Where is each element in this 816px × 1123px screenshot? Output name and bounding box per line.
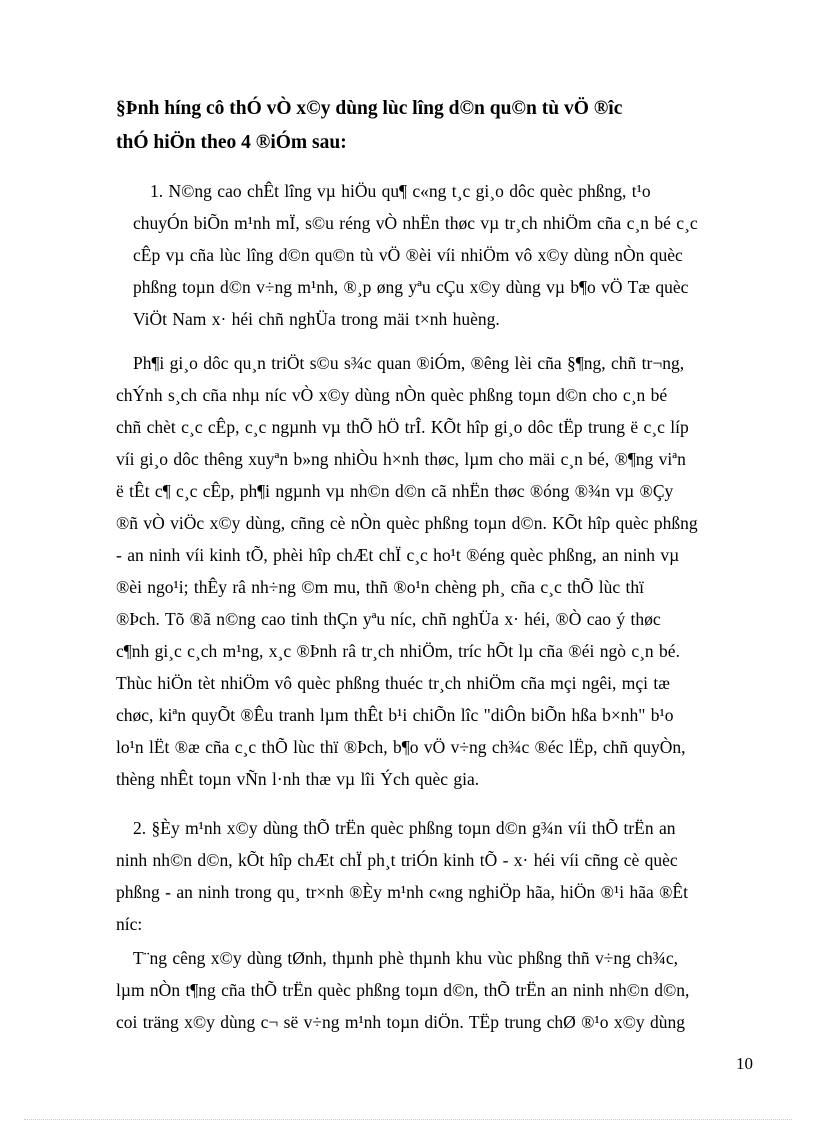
paragraph-line: phßng - an ninh trong qu¸ tr×nh ®Èy m¹nh c«ng nghiÖp hãa, hiÖn ®¹i hãa ®Êt	[116, 882, 688, 902]
paragraph-line: T¨ng cêng x©y dùng tØnh, thµnh phè thµnh khu vùc phßng thñ v÷ng ch¾c,	[133, 948, 679, 968]
paragraph-line: coi träng x©y dùng c¬ së v÷ng m¹nh toµn diÖn. TËp trung chØ ®¹o x©y dùng	[116, 1012, 686, 1032]
paragraph-line: c¶nh gi¸c c¸ch m¹ng, x¸c ®Þnh râ tr¸ch nhiÖm, tríc hÕt lµ cña ®éi ngò c¸n bé.	[116, 641, 680, 661]
paragraph-line: ë tÊt c¶ c¸c cÊp, ph¶i ngµnh vµ nh©n d©n cã nhËn thøc ®óng ®¾n vµ ®Çy	[116, 481, 674, 501]
paragraph-line: thèng nhÊt toµn vÑn l·nh thæ vµ lîi Ých quèc gia.	[116, 769, 480, 789]
paragraph-line: 2. §Èy m¹nh x©y dùng thÕ trËn quèc phßng toµn d©n g¾n víi thÕ trËn an	[133, 818, 676, 838]
paragraph-line: lµm nÒn t¶ng cña thÕ trËn quèc phßng toµn d©n, thÕ trËn an ninh nh©n d©n,	[116, 980, 690, 1000]
paragraph-line: Ph¶i gi¸o dôc qu¸n triÖt s©u s¾c quan ®iÓm, ®êng lèi cña §¶ng, chñ tr¬ng,	[133, 353, 685, 373]
paragraph-line: - an ninh víi kinh tÕ, phèi hîp chÆt chÏ c¸c ho¹t ®éng quèc phßng, an ninh vµ	[116, 545, 680, 565]
heading-line: thÓ hiÖn theo 4 ®iÓm sau:	[116, 132, 347, 153]
paragraph-defense-zone	[116, 942, 740, 1038]
paragraph-point-1	[116, 175, 740, 335]
paragraph-line: ®ñ vÒ viÖc x©y dùng, cñng cè nÒn quèc phßng toµn d©n. KÕt hîp quèc phßng	[116, 513, 698, 533]
paragraph-line: 1. N©ng cao chÊt lîng vµ hiÖu qu¶ c«ng t¸c gi¸o dôc quèc phßng, t¹o	[150, 181, 651, 201]
paragraph-line: chñ chèt c¸c cÊp, c¸c ngµnh vµ thÕ hÖ trÎ. KÕt hîp gi¸o dôc tËp trung ë c¸c líp	[116, 417, 689, 437]
heading-line: §Þnh híng cô thÓ vÒ x©y dùng lùc lîng d©n qu©n tù vÖ ®îc	[116, 98, 623, 119]
page-bottom-border	[24, 1119, 792, 1120]
paragraph-line: ®Þch. Tõ ®ã n©ng cao tinh thÇn yªu níc, chñ nghÜa x· héi, ®Ò cao ý thøc	[116, 609, 661, 629]
section-heading	[116, 92, 756, 160]
paragraph-line: chuyÓn biÕn m¹nh mÏ, s©u réng vÒ nhËn thøc vµ tr¸ch nhiÖm cña c¸n bé c¸c	[133, 213, 698, 233]
paragraph-line: níc:	[116, 914, 143, 934]
paragraph-education	[116, 347, 740, 795]
paragraph-line: cÊp vµ cña lùc lîng d©n qu©n tù vÖ ®èi víi nhiÖm vô x©y dùng nÒn quèc	[133, 245, 683, 265]
paragraph-line: Thùc hiÖn tèt nhiÖm vô quèc phßng thuéc tr¸ch nhiÖm cña mçi ngêi, mçi tæ	[116, 673, 670, 693]
paragraph-line: ®èi ngo¹i; thÊy râ nh÷ng ©m mu, thñ ®o¹n chèng ph¸ cña c¸c thÕ lùc thï	[116, 577, 644, 597]
paragraph-line: chøc, kiªn quyÕt ®Êu tranh lµm thÊt b¹i chiÕn lîc "diÔn biÕn hßa b×nh" b¹o	[116, 705, 674, 725]
paragraph-line: víi gi¸o dôc thêng xuyªn b»ng nhiÒu h×nh thøc, lµm cho mäi c¸n bé, ®¶ng viªn	[116, 449, 686, 469]
paragraph-point-2	[116, 812, 740, 940]
paragraph-line: chÝnh s¸ch cña nhµ níc vÒ x©y dùng nÒn quèc phßng toµn d©n cho c¸n bé	[116, 385, 668, 405]
paragraph-line: phßng toµn d©n v÷ng m¹nh, ®¸p øng yªu cÇu x©y dùng vµ b¶o vÖ Tæ quèc	[133, 277, 689, 297]
paragraph-line: ninh nh©n d©n, kÕt hîp chÆt chÏ ph¸t triÓn kinh tÕ - x· héi víi cñng cè quèc	[116, 850, 678, 870]
paragraph-line: ViÖt Nam x· héi chñ nghÜa trong mäi t×nh huèng.	[133, 309, 500, 329]
page-number: 10	[736, 1054, 753, 1073]
paragraph-line: lo¹n lËt ®æ cña c¸c thÕ lùc thï ®Þch, b¶o vÖ v÷ng ch¾c ®éc lËp, chñ quyÒn,	[116, 737, 686, 757]
